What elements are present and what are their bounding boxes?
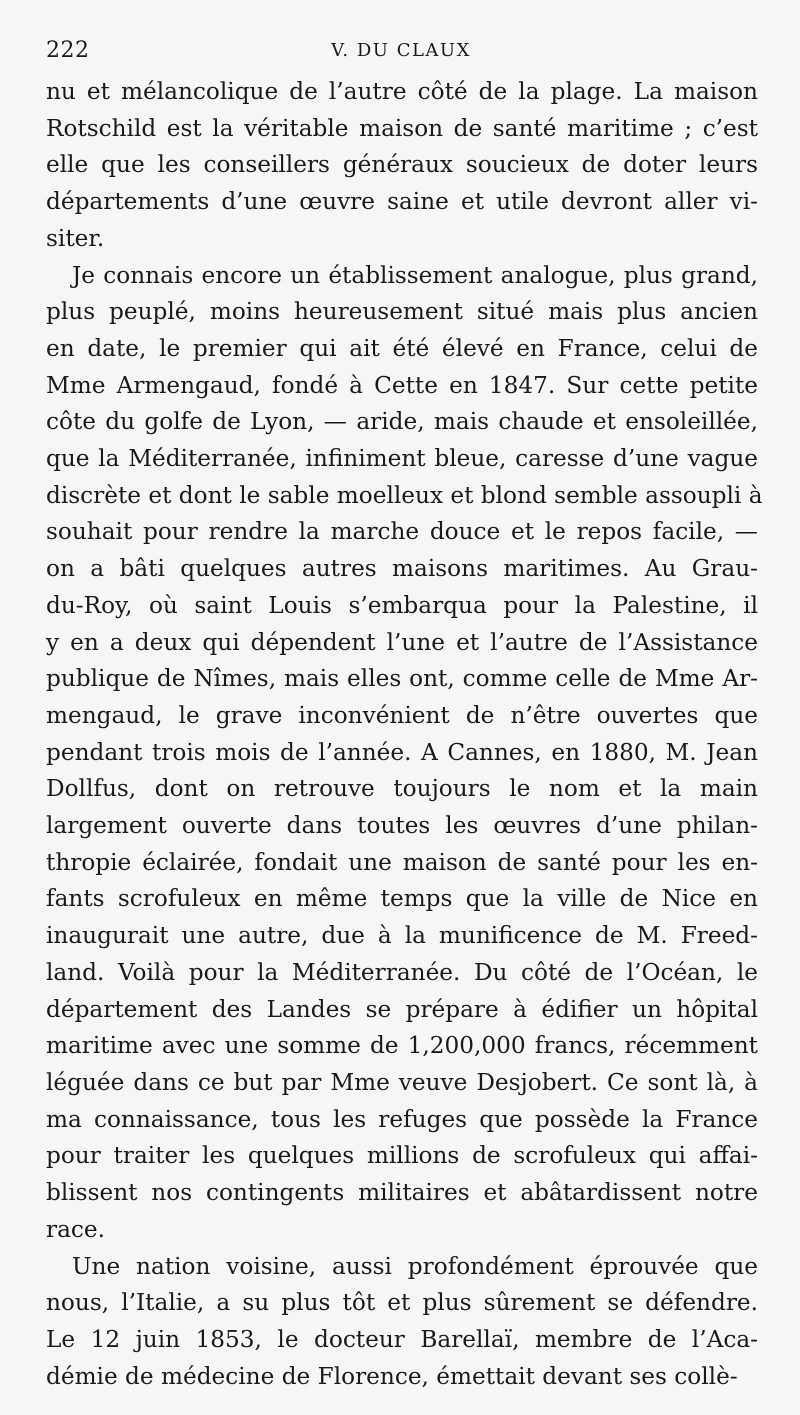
text-line: nous, l’Italie, a su plus tôt et plus sûrement se défendre. [46, 1289, 758, 1317]
text-line: Rotschild est la véritable maison de santé maritime ; c’est [46, 114, 758, 142]
text-line: discrète et dont le sable moelleux et blond semble assoupli à [46, 481, 763, 509]
text-line: on a bâti quelques autres maisons maritimes. Au Grau- [46, 555, 758, 583]
text-line: y en a deux qui dépendent l’une et l’autre de l’Assistance [46, 628, 758, 656]
text-line: race. [46, 1215, 105, 1243]
text-line: maritime avec une somme de 1,200,000 francs, récemment [46, 1032, 758, 1060]
text-line: pour traiter les quelques millions de scrofuleux qui affai- [46, 1142, 758, 1170]
text-line: Mme Armengaud, fondé à Cette en 1847. Sur cette petite [46, 371, 758, 399]
text-line: en date, le premier qui ait été élevé en France, celui de [46, 334, 758, 362]
body-text [46, 74, 763, 1395]
text-line: ma connaissance, tous les refuges que possède la France [46, 1105, 758, 1133]
text-line: thropie éclairée, fondait une maison de santé pour les en- [46, 848, 758, 876]
text-line: que la Méditerranée, infiniment bleue, caresse d’une vague [46, 445, 758, 473]
text-line: du-Roy, où saint Louis s’embarqua pour la Palestine, il [46, 591, 758, 619]
text-line: mengaud, le grave inconvénient de n’être ouvertes que [46, 701, 758, 729]
page-header [46, 38, 756, 68]
text-line: inaugurait une autre, due à la munificence de M. Freed- [46, 922, 758, 950]
text-line: largement ouverte dans toutes les œuvres d’une philan- [46, 812, 758, 840]
text-line: land. Voilà pour la Méditerranée. Du côté de l’Océan, le [46, 958, 758, 986]
text-line: siter. [46, 224, 105, 252]
text-line: Le 12 juin 1853, le docteur Barellaï, membre de l’Aca- [46, 1325, 758, 1353]
page-number: 222 [46, 38, 90, 63]
running-head: V. DU CLAUX [331, 40, 471, 61]
paragraph [46, 258, 763, 1249]
text-line: fants scrofuleux en même temps que la ville de Nice en [46, 885, 758, 913]
text-line: nu et mélancolique de l’autre côté de la plage. La maison [46, 78, 758, 105]
text-line: départements d’une œuvre saine et utile devront aller vi- [46, 188, 758, 216]
text-line: Je connais encore un établissement analogue, plus grand, [72, 261, 758, 289]
text-line: plus peuplé, moins heureusement situé mais plus ancien [46, 298, 758, 326]
text-line: côte du golfe de Lyon, — aride, mais chaude et ensoleillée, [46, 408, 758, 436]
text-line: blissent nos contingents militaires et abâtardissent notre [46, 1179, 758, 1207]
text-line: léguée dans ce but par Mme veuve Desjobert. Ce sont là, à [46, 1068, 758, 1096]
text-line: publique de Nîmes, mais elles ont, comme celle de Mme Ar- [46, 665, 758, 693]
paragraph [46, 1249, 758, 1396]
paragraph [46, 74, 758, 258]
text-line: Dollfus, dont on retrouve toujours le nom et la main [46, 775, 758, 803]
text-line: Une nation voisine, aussi profondément éprouvée que [72, 1252, 758, 1280]
text-line: démie de médecine de Florence, émettait devant ses collè- [46, 1362, 738, 1390]
text-line: pendant trois mois de l’année. A Cannes, en 1880, M. Jean [46, 738, 758, 766]
text-line: souhait pour rendre la marche douce et le repos facile, — [46, 518, 758, 546]
text-line: elle que les conseillers généraux soucieux de doter leurs [46, 151, 758, 179]
text-line: département des Landes se prépare à édifier un hôpital [46, 995, 758, 1023]
